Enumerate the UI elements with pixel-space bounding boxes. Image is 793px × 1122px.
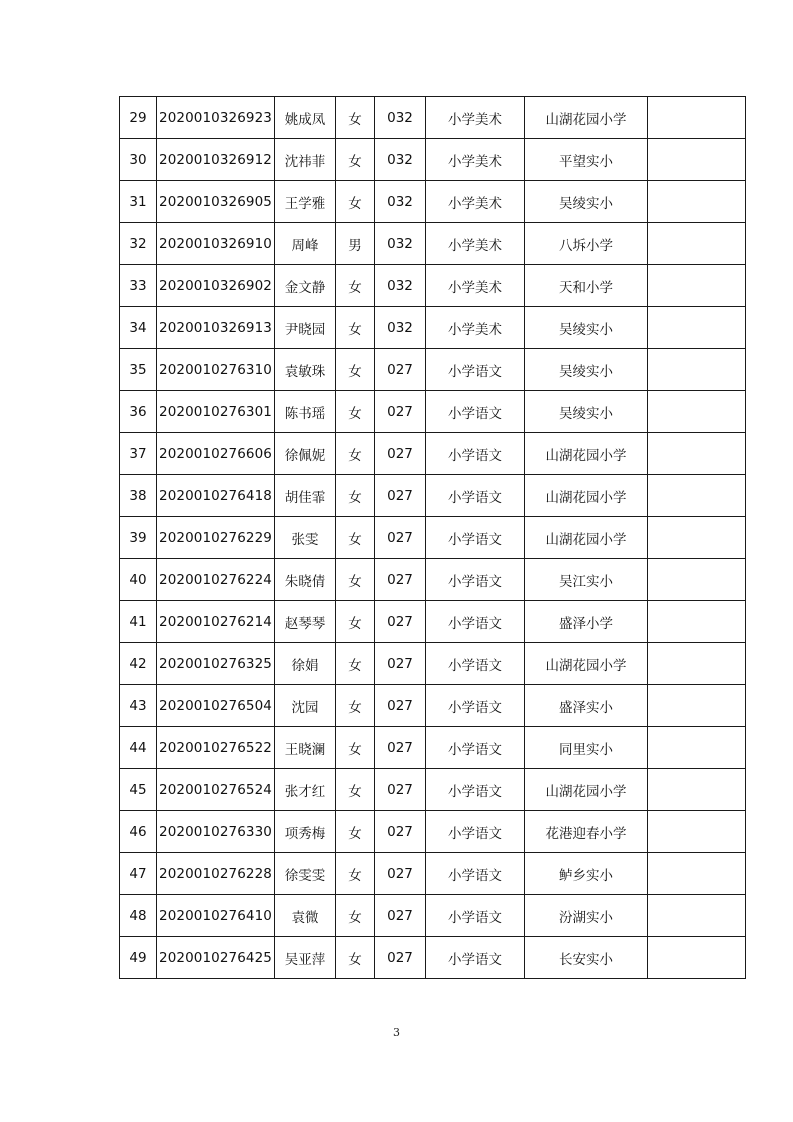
cell-gender: 男 [336,223,375,265]
cell-subject-code: 032 [375,139,426,181]
cell-no: 29 [120,97,157,139]
cell-subject: 小学语文 [426,475,525,517]
table-row [120,685,746,727]
cell-subject-code: 032 [375,97,426,139]
cell-subject: 小学语文 [426,517,525,559]
cell-name: 陈书瑶 [275,391,336,433]
cell-exam-id: 2020010326912 [157,139,275,181]
cell-gender: 女 [336,559,375,601]
cell-no: 39 [120,517,157,559]
cell-name: 沈园 [275,685,336,727]
cell-school: 同里实小 [525,727,648,769]
cell-gender: 女 [336,139,375,181]
cell-no: 46 [120,811,157,853]
cell-exam-id: 2020010276522 [157,727,275,769]
cell-subject-code: 027 [375,937,426,979]
cell-subject: 小学语文 [426,895,525,937]
table-row [120,181,746,223]
cell-remark [648,853,746,895]
cell-exam-id: 2020010326923 [157,97,275,139]
cell-no: 36 [120,391,157,433]
cell-school: 花港迎春小学 [525,811,648,853]
cell-subject-code: 032 [375,223,426,265]
table-row [120,349,746,391]
cell-subject-code: 027 [375,517,426,559]
cell-remark [648,391,746,433]
cell-subject: 小学语文 [426,559,525,601]
cell-subject: 小学美术 [426,97,525,139]
cell-subject: 小学语文 [426,937,525,979]
cell-remark [648,727,746,769]
cell-subject-code: 027 [375,643,426,685]
cell-no: 31 [120,181,157,223]
cell-subject: 小学语文 [426,643,525,685]
cell-gender: 女 [336,475,375,517]
cell-exam-id: 2020010276418 [157,475,275,517]
cell-gender: 女 [336,349,375,391]
cell-no: 32 [120,223,157,265]
cell-exam-id: 2020010276310 [157,349,275,391]
cell-gender: 女 [336,811,375,853]
cell-subject: 小学语文 [426,811,525,853]
cell-subject-code: 027 [375,433,426,475]
cell-exam-id: 2020010276425 [157,937,275,979]
cell-subject: 小学语文 [426,685,525,727]
cell-no: 34 [120,307,157,349]
table-row [120,601,746,643]
table-row [120,811,746,853]
cell-school: 长安实小 [525,937,648,979]
cell-exam-id: 2020010276410 [157,895,275,937]
cell-subject-code: 032 [375,265,426,307]
cell-no: 43 [120,685,157,727]
cell-remark [648,559,746,601]
cell-subject: 小学语文 [426,727,525,769]
cell-no: 37 [120,433,157,475]
cell-school: 盛泽小学 [525,601,648,643]
cell-remark [648,265,746,307]
table-row [120,391,746,433]
cell-subject-code: 032 [375,181,426,223]
cell-gender: 女 [336,265,375,307]
cell-gender: 女 [336,685,375,727]
cell-no: 42 [120,643,157,685]
cell-no: 44 [120,727,157,769]
cell-remark [648,811,746,853]
cell-exam-id: 2020010326910 [157,223,275,265]
table-row [120,643,746,685]
cell-name: 吴亚萍 [275,937,336,979]
cell-exam-id: 2020010276214 [157,601,275,643]
cell-school: 八坼小学 [525,223,648,265]
cell-subject: 小学语文 [426,349,525,391]
cell-remark [648,181,746,223]
cell-subject-code: 027 [375,811,426,853]
cell-exam-id: 2020010326905 [157,181,275,223]
cell-exam-id: 2020010276224 [157,559,275,601]
cell-remark [648,517,746,559]
cell-subject: 小学美术 [426,181,525,223]
cell-gender: 女 [336,895,375,937]
cell-exam-id: 2020010276524 [157,769,275,811]
cell-subject-code: 027 [375,769,426,811]
cell-school: 平望实小 [525,139,648,181]
cell-remark [648,895,746,937]
cell-school: 汾湖实小 [525,895,648,937]
cell-name: 徐雯雯 [275,853,336,895]
cell-name: 周峰 [275,223,336,265]
table-row [120,895,746,937]
cell-exam-id: 2020010276330 [157,811,275,853]
cell-subject-code: 027 [375,349,426,391]
cell-no: 45 [120,769,157,811]
cell-remark [648,433,746,475]
cell-gender: 女 [336,643,375,685]
cell-remark [648,769,746,811]
cell-no: 38 [120,475,157,517]
cell-remark [648,97,746,139]
cell-subject-code: 027 [375,853,426,895]
cell-subject-code: 027 [375,601,426,643]
cell-exam-id: 2020010326913 [157,307,275,349]
cell-name: 王晓澜 [275,727,336,769]
cell-exam-id: 2020010276228 [157,853,275,895]
cell-school: 山湖花园小学 [525,97,648,139]
cell-subject-code: 027 [375,895,426,937]
cell-gender: 女 [336,517,375,559]
cell-school: 吴绫实小 [525,307,648,349]
table-row [120,223,746,265]
cell-no: 30 [120,139,157,181]
cell-subject: 小学美术 [426,307,525,349]
cell-school: 盛泽实小 [525,685,648,727]
cell-school: 鲈乡实小 [525,853,648,895]
cell-name: 徐娟 [275,643,336,685]
cell-gender: 女 [336,307,375,349]
table-row [120,97,746,139]
cell-gender: 女 [336,181,375,223]
table-row [120,475,746,517]
roster-table [119,96,746,979]
cell-name: 赵琴琴 [275,601,336,643]
cell-exam-id: 2020010276504 [157,685,275,727]
cell-gender: 女 [336,853,375,895]
table-row [120,307,746,349]
cell-exam-id: 2020010276606 [157,433,275,475]
cell-remark [648,139,746,181]
cell-name: 尹晓园 [275,307,336,349]
cell-gender: 女 [336,769,375,811]
cell-name: 袁微 [275,895,336,937]
table-row [120,769,746,811]
cell-gender: 女 [336,433,375,475]
cell-remark [648,475,746,517]
cell-name: 张才红 [275,769,336,811]
cell-name: 袁敏珠 [275,349,336,391]
cell-no: 41 [120,601,157,643]
cell-gender: 女 [336,601,375,643]
cell-gender: 女 [336,937,375,979]
table-row [120,433,746,475]
cell-remark [648,937,746,979]
cell-gender: 女 [336,391,375,433]
cell-name: 姚成凤 [275,97,336,139]
cell-school: 山湖花园小学 [525,433,648,475]
cell-remark [648,307,746,349]
cell-name: 项秀梅 [275,811,336,853]
cell-remark [648,349,746,391]
cell-exam-id: 2020010276229 [157,517,275,559]
cell-exam-id: 2020010276301 [157,391,275,433]
cell-subject-code: 027 [375,559,426,601]
cell-gender: 女 [336,727,375,769]
cell-school: 吴绫实小 [525,349,648,391]
cell-subject: 小学语文 [426,601,525,643]
cell-subject: 小学语文 [426,853,525,895]
cell-exam-id: 2020010326902 [157,265,275,307]
page-number: 3 [393,1026,400,1039]
cell-school: 天和小学 [525,265,648,307]
cell-subject: 小学美术 [426,223,525,265]
table-row [120,265,746,307]
cell-subject: 小学语文 [426,391,525,433]
cell-school: 山湖花园小学 [525,475,648,517]
cell-name: 胡佳霏 [275,475,336,517]
cell-school: 山湖花园小学 [525,643,648,685]
cell-subject-code: 027 [375,475,426,517]
table-row [120,139,746,181]
cell-no: 48 [120,895,157,937]
cell-no: 49 [120,937,157,979]
cell-school: 吴绫实小 [525,391,648,433]
cell-remark [648,223,746,265]
cell-name: 朱晓倩 [275,559,336,601]
cell-subject: 小学美术 [426,265,525,307]
table-row [120,559,746,601]
cell-remark [648,643,746,685]
cell-no: 33 [120,265,157,307]
cell-name: 金文静 [275,265,336,307]
cell-subject-code: 032 [375,307,426,349]
cell-subject-code: 027 [375,685,426,727]
cell-subject-code: 027 [375,727,426,769]
cell-no: 47 [120,853,157,895]
roster-body [120,97,746,979]
cell-name: 王学雅 [275,181,336,223]
cell-gender: 女 [336,97,375,139]
cell-no: 40 [120,559,157,601]
cell-subject: 小学语文 [426,769,525,811]
cell-remark [648,601,746,643]
table-row [120,937,746,979]
cell-name: 张雯 [275,517,336,559]
cell-subject: 小学美术 [426,139,525,181]
cell-subject: 小学语文 [426,433,525,475]
cell-school: 吴绫实小 [525,181,648,223]
cell-exam-id: 2020010276325 [157,643,275,685]
cell-school: 山湖花园小学 [525,769,648,811]
cell-remark [648,685,746,727]
cell-school: 山湖花园小学 [525,517,648,559]
table-row [120,853,746,895]
table-row [120,517,746,559]
cell-name: 徐佩妮 [275,433,336,475]
cell-school: 吴江实小 [525,559,648,601]
table-row [120,727,746,769]
cell-subject-code: 027 [375,391,426,433]
cell-no: 35 [120,349,157,391]
cell-name: 沈祎菲 [275,139,336,181]
